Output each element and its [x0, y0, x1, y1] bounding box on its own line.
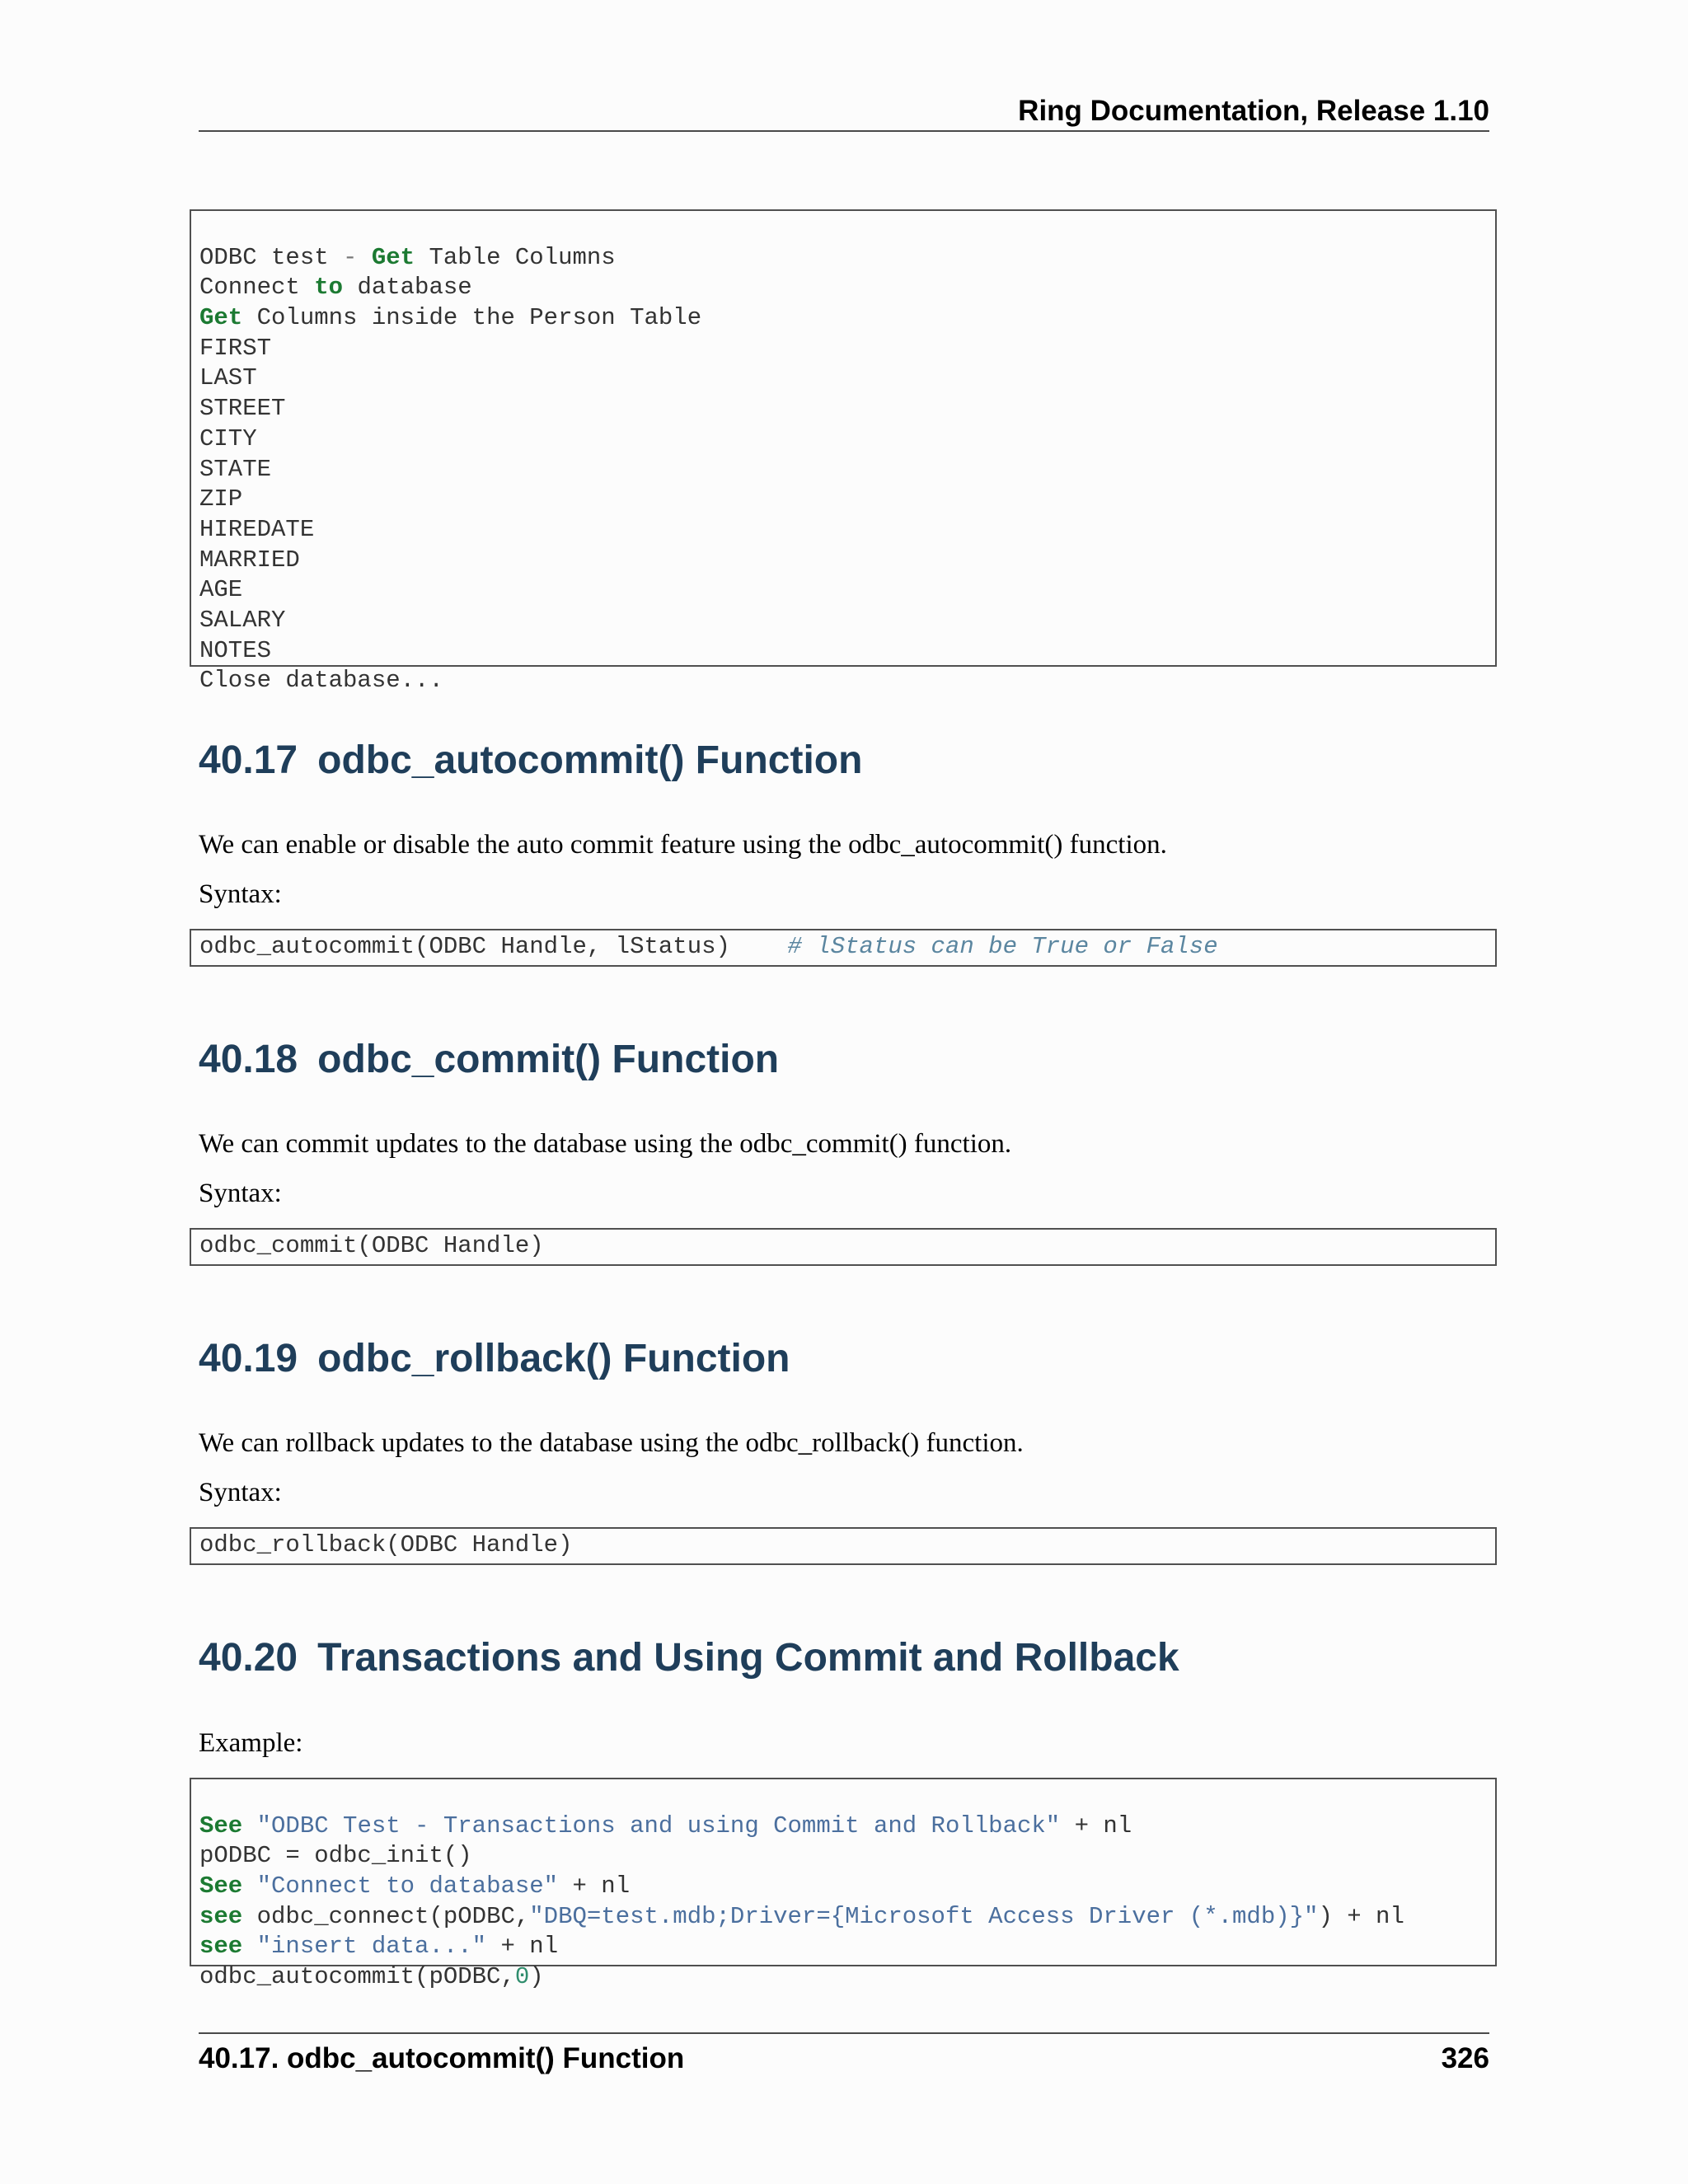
syntax-code-block: [190, 1527, 1497, 1565]
running-footer: [199, 2032, 1489, 2074]
code-line: see "insert data..." + nl: [199, 1933, 559, 1961]
syntax-label: Syntax:: [199, 1478, 282, 1507]
code-line: odbc_commit(ODBC Handle): [199, 1232, 544, 1259]
section-heading-commit: 40.18 odbc_commit() Function: [199, 1038, 780, 1081]
code-line: MARRIED: [199, 546, 300, 574]
code-line: CITY: [199, 424, 257, 452]
code-line: pODBC = odbc_init(): [199, 1842, 472, 1870]
code-comment: # lStatus can be True or False: [787, 933, 1218, 960]
code-line: odbc_autocommit(ODBC Handle, lStatus) # lStatus can be True or False: [199, 933, 1218, 960]
code-line: LAST: [199, 364, 257, 392]
example-label: Example:: [199, 1728, 303, 1758]
page-number: 326: [1441, 2042, 1489, 2074]
code-line: SALARY: [199, 606, 286, 634]
code-line: NOTES: [199, 636, 272, 664]
code-line: odbc_autocommit(pODBC,0): [199, 1963, 544, 1991]
code-line: FIRST: [199, 334, 272, 362]
code-line: Close database...: [199, 667, 443, 695]
paragraph: We can enable or disable the auto commit feature using the odbc_autocommit() function.: [199, 830, 1167, 860]
example-code-block: [190, 1778, 1497, 1991]
code-line: STREET: [199, 395, 286, 423]
syntax-code-block: [190, 1228, 1497, 1266]
syntax-label: Syntax:: [199, 879, 282, 909]
code-line: See "ODBC Test - Transactions and using Commit and Rollback" + nl: [199, 1811, 1132, 1840]
syntax-code-block: [190, 929, 1497, 967]
running-header: [199, 92, 1489, 132]
code-line: see odbc_connect(pODBC,"DBQ=test.mdb;Driver={Microsoft Access Driver (*.mdb)}") + nl: [199, 1902, 1404, 1930]
code-line: STATE: [199, 455, 272, 483]
code-line: See "Connect to database" + nl: [199, 1872, 631, 1900]
code-line: Connect to database: [199, 274, 472, 302]
paragraph: We can rollback updates to the database using the odbc_rollback() function.: [199, 1428, 1024, 1458]
syntax-label: Syntax:: [199, 1179, 282, 1208]
code-line: AGE: [199, 576, 243, 604]
code-line: ZIP: [199, 485, 243, 513]
header-title: Ring Documentation, Release 1.10: [1018, 95, 1489, 127]
paragraph: We can commit updates to the database using the odbc_commit() function.: [199, 1129, 1012, 1159]
section-heading-rollback: 40.19 odbc_rollback() Function: [199, 1337, 790, 1380]
code-line: odbc_rollback(ODBC Handle): [199, 1531, 573, 1558]
footer-section-title: 40.17. odbc_autocommit() Function: [199, 2042, 685, 2074]
section-heading-autocommit: 40.17 odbc_autocommit() Function: [199, 738, 863, 782]
code-line: ODBC test - Get Table Columns: [199, 243, 616, 271]
output-code-block: [190, 209, 1497, 695]
code-line: HIREDATE: [199, 515, 315, 543]
section-heading-transactions: 40.20 Transactions and Using Commit and Rollback: [199, 1636, 1179, 1680]
code-line: Get Columns inside the Person Table: [199, 304, 702, 332]
